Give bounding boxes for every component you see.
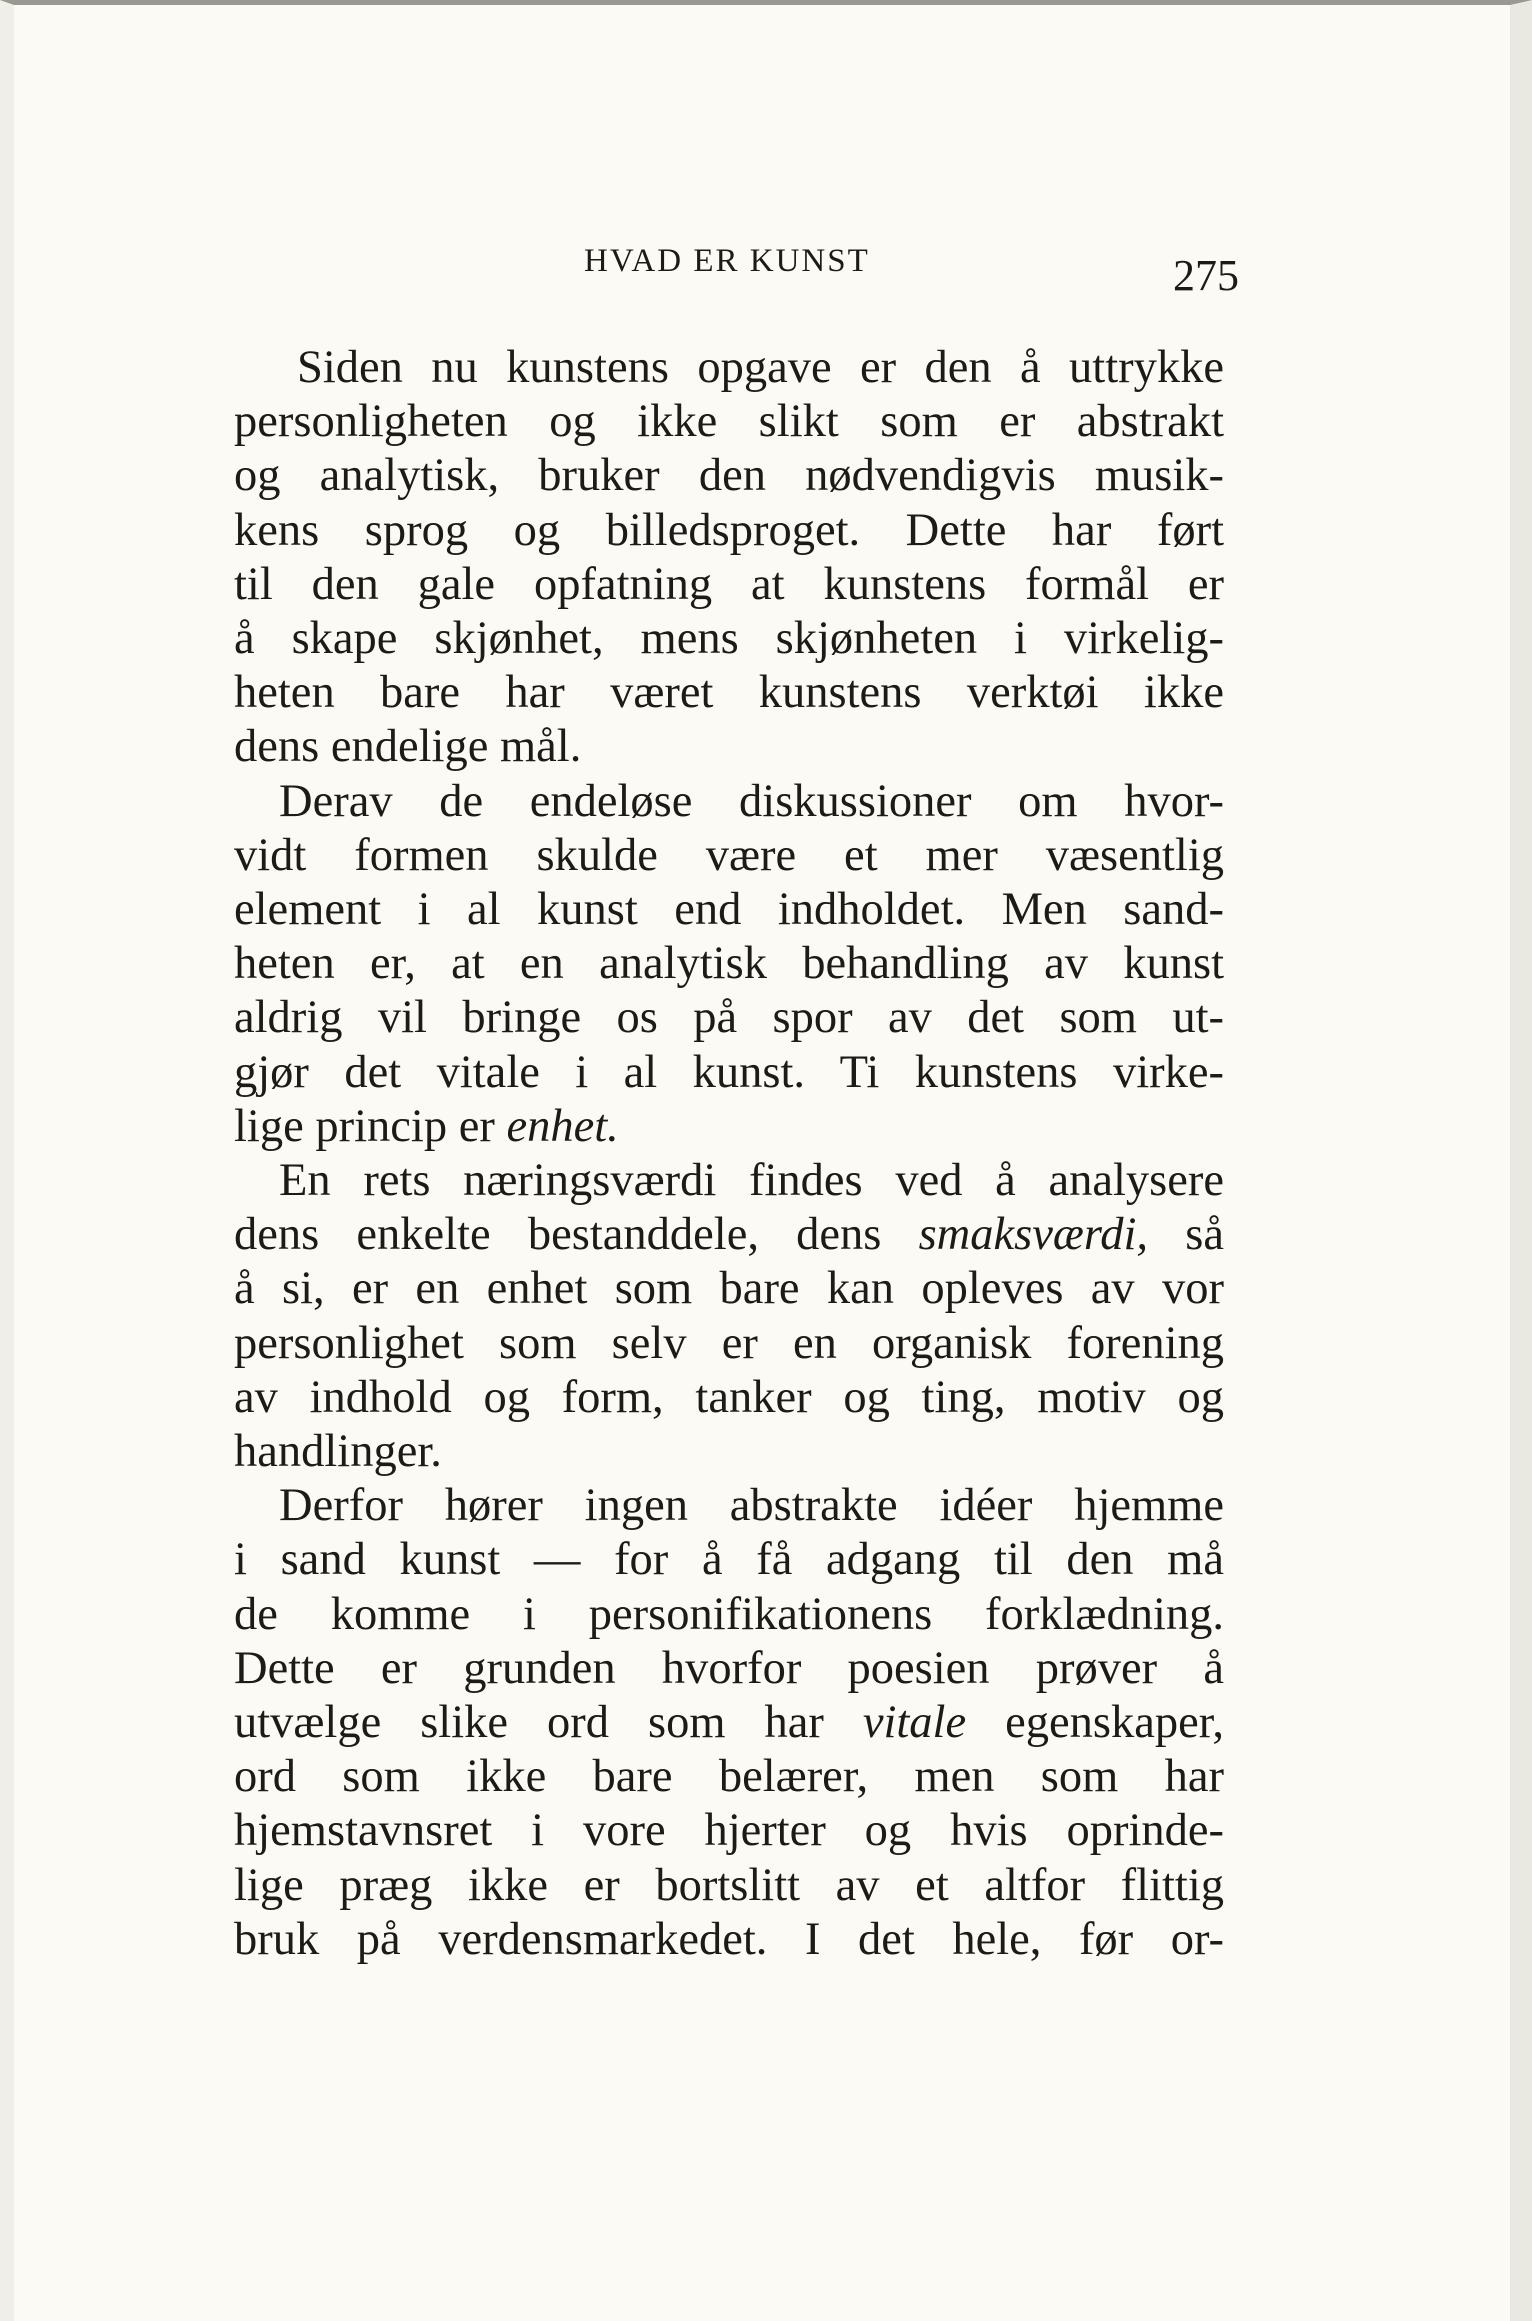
text-line: element i al kunst end indholdet. Men sand-	[234, 884, 1224, 936]
text-line: personlighet som selv er en organisk forening	[234, 1317, 1224, 1369]
text-line: En rets næringsværdi findes ved å analysere	[279, 1155, 1224, 1207]
text-line: Derfor hører ingen abstrakte idéer hjemme	[279, 1480, 1224, 1532]
text-line: heten er, at en analytisk behandling av kunst	[234, 938, 1224, 990]
text-run: dens enkelte bestanddele, dens	[234, 1209, 919, 1261]
paragraph-2	[234, 775, 1224, 1154]
text-line: Siden nu kunstens opgave er den å uttrykke	[297, 342, 1224, 393]
text-line: personligheten og ikke slikt som er abstrakt	[234, 396, 1224, 448]
text-line: ord som ikke bare belærer, men som har	[234, 1751, 1224, 1803]
paragraph-1	[234, 341, 1224, 775]
text-line: vidt formen skulde være et mer væsentlig	[234, 829, 1224, 881]
italic-emphasis: smaksværdi,	[918, 1209, 1149, 1261]
text-line	[234, 1100, 1224, 1154]
italic-emphasis: enhet.	[506, 1100, 619, 1152]
text-run: lige princip er	[234, 1100, 507, 1152]
text-line: lige præg ikke er bortslitt av et altfor flittig	[234, 1859, 1224, 1911]
text-run: utvælge slike ord som har	[234, 1697, 863, 1749]
text-run: egenskaper,	[966, 1697, 1224, 1749]
text-line: aldrig vil bringe os på spor av det som ut-	[234, 992, 1224, 1044]
text-line	[234, 1208, 1224, 1262]
text-line: av indhold og form, tanker og ting, motiv og	[234, 1371, 1224, 1423]
paragraph-4	[234, 1479, 1224, 1967]
text-line: bruk på verdensmarkedet. I det hele, før or-	[234, 1913, 1224, 1965]
text-line: og analytisk, bruker den nødvendigvis musik-	[234, 450, 1224, 502]
body-text	[234, 341, 1224, 1967]
text-line: Dette er grunden hvorfor poesien prøver å	[234, 1642, 1224, 1694]
text-line: Derav de endeløse diskussioner om hvor-	[279, 775, 1224, 827]
text-line: å skape skjønhet, mens skjønheten i virkelig-	[234, 613, 1224, 665]
running-head: HVAD ER KUNST	[584, 243, 870, 279]
text-line: gjør det vitale i al kunst. Ti kunstens virke-	[234, 1046, 1224, 1098]
text-line: heten bare har været kunstens verktøi ikke	[234, 667, 1224, 719]
text-line: handlinger.	[234, 1426, 442, 1478]
text-line: kens sprog og billedsproget. Dette har ført	[234, 504, 1224, 556]
page-number: 275	[1173, 251, 1239, 300]
text-line: dens endelige mål.	[234, 721, 582, 773]
text-line: til den gale opfatning at kunstens formål er	[234, 558, 1224, 610]
text-line: hjemstavnsret i vore hjerter og hvis oprinde-	[234, 1805, 1224, 1857]
text-line	[234, 1696, 1224, 1750]
paragraph-3	[234, 1154, 1224, 1479]
text-run: så	[1148, 1209, 1224, 1261]
text-line: de komme i personifikationens forklædning.	[234, 1588, 1224, 1640]
italic-emphasis: vitale	[862, 1697, 967, 1749]
text-line: i sand kunst — for å få adgang til den må	[234, 1534, 1224, 1586]
text-line: å si, er en enhet som bare kan opleves av vor	[234, 1263, 1224, 1315]
